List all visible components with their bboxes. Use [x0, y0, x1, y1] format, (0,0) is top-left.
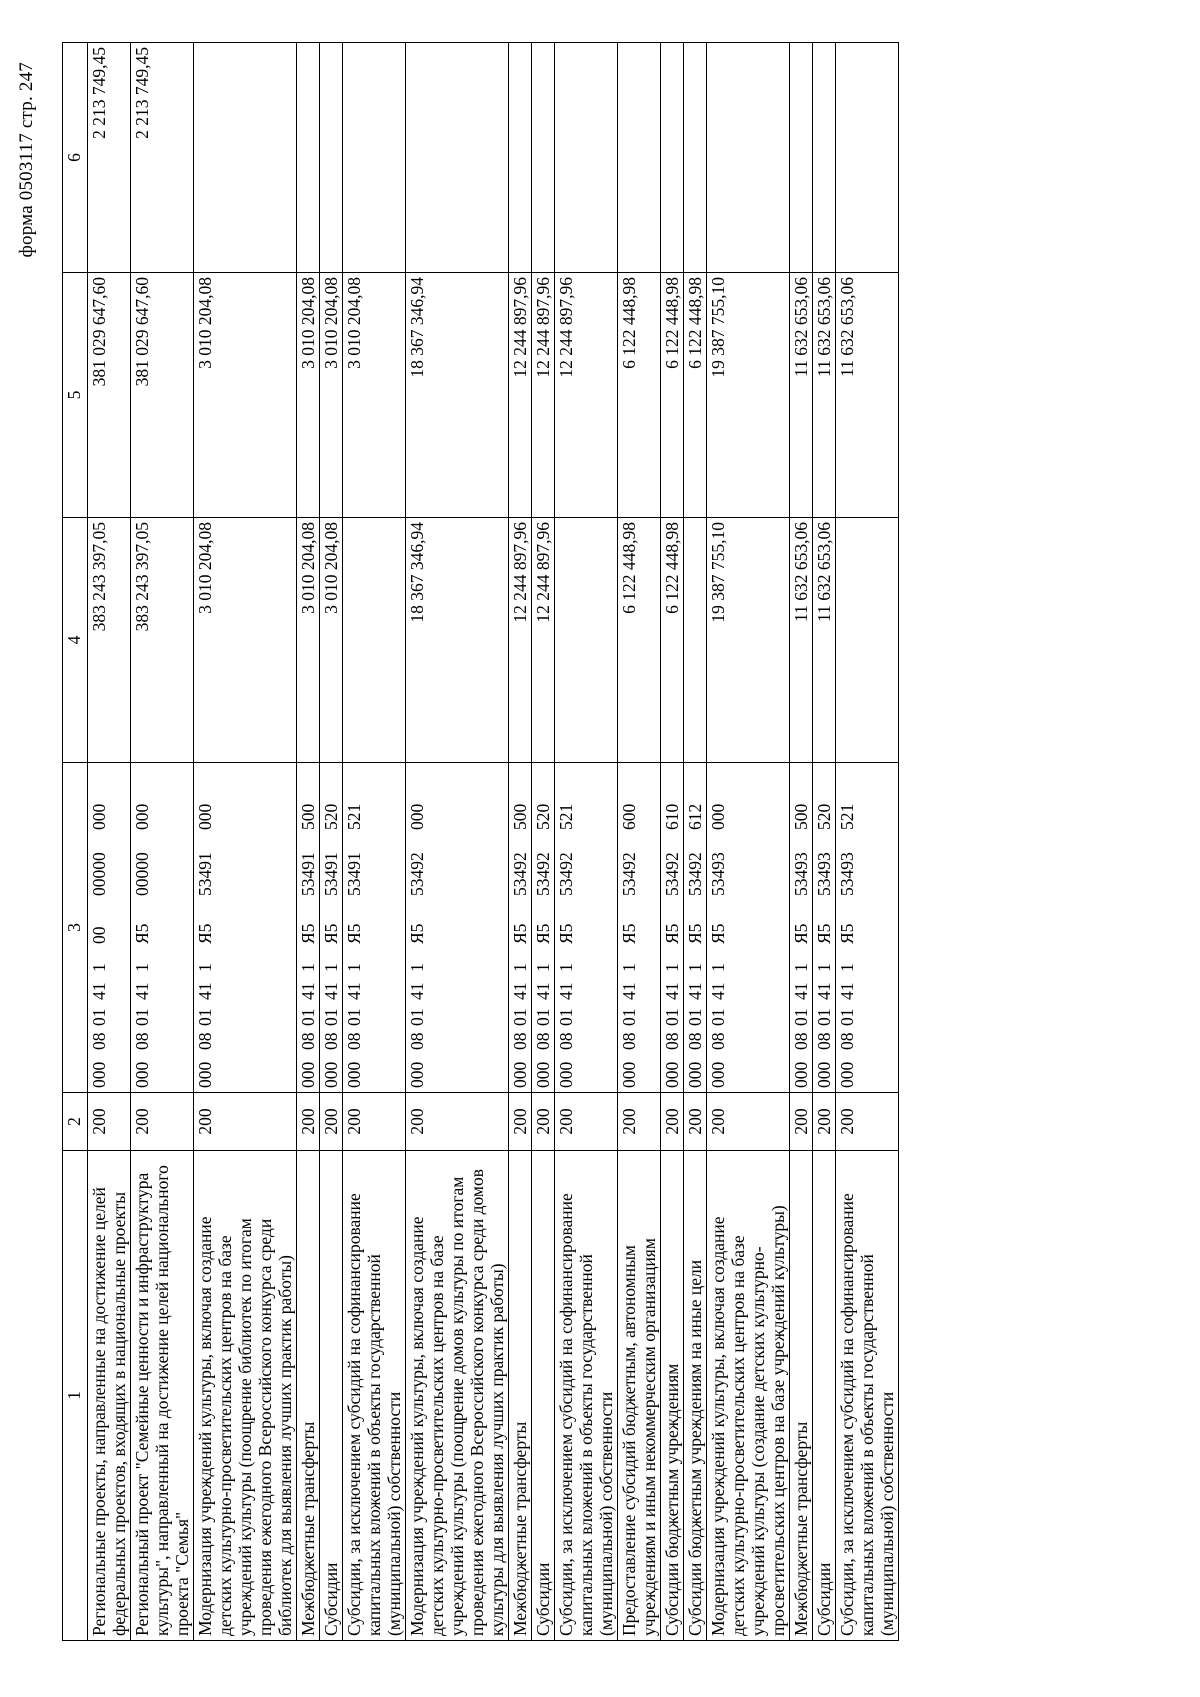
row-unexecuted-amount — [836, 43, 899, 273]
row-executed-amount: 6 122 448,98 — [661, 273, 684, 518]
row-unexecuted-amount — [532, 43, 555, 273]
row-executed-amount: 381 029 647,60 — [131, 273, 194, 518]
table-row — [131, 43, 194, 1641]
code-segment: Я5 — [814, 923, 834, 944]
code-segment: 000 — [814, 1061, 834, 1088]
code-segment: Я5 — [662, 923, 682, 944]
code-segment: Я5 — [132, 923, 152, 944]
code-segment: 53492 — [407, 852, 427, 896]
code-segment: 1 — [298, 963, 318, 972]
code-segment: 08 — [407, 1032, 427, 1050]
code-segment: 41 — [407, 982, 427, 1000]
row-line-code: 200 — [813, 1093, 836, 1151]
row-classification-code — [618, 763, 661, 1093]
row-line-code: 200 — [320, 1093, 343, 1151]
code-segment: Я5 — [533, 923, 553, 944]
code-segment: 53493 — [814, 852, 834, 896]
code-segment: 08 — [556, 1032, 576, 1050]
code-segment: 000 — [708, 803, 728, 830]
code-segment: Я5 — [344, 923, 364, 944]
code-segment: 41 — [533, 982, 553, 1000]
code-segment: 01 — [619, 1008, 639, 1026]
row-classification-code — [509, 763, 532, 1093]
code-segment: 000 — [298, 1061, 318, 1088]
code-segment: 53493 — [708, 852, 728, 896]
code-segment: 01 — [195, 1008, 215, 1026]
row-executed-amount: 12 244 897,96 — [532, 273, 555, 518]
column-number-row — [63, 43, 88, 1641]
row-name: Региональные проекты, направленные на достижение целей федеральных проектов, входящих в национальные проекты — [88, 1151, 131, 1641]
code-segment: 53492 — [685, 852, 705, 896]
table-row — [320, 43, 343, 1641]
code-segment: 53491 — [321, 852, 341, 896]
code-segment: 08 — [195, 1032, 215, 1050]
code-segment: 000 — [685, 1061, 705, 1088]
row-approved-amount: 3 010 204,08 — [320, 518, 343, 763]
row-unexecuted-amount — [509, 43, 532, 273]
code-segment: 00000 — [132, 852, 152, 896]
row-line-code: 200 — [297, 1093, 320, 1151]
code-segment: 53492 — [556, 852, 576, 896]
row-approved-amount: 383 243 397,05 — [88, 518, 131, 763]
code-segment: 000 — [510, 1061, 530, 1088]
code-segment: 520 — [814, 803, 834, 830]
code-segment: 500 — [510, 803, 530, 830]
row-executed-amount: 12 244 897,96 — [555, 273, 618, 518]
code-segment: 08 — [685, 1032, 705, 1050]
row-classification-code — [790, 763, 813, 1093]
row-name: Межбюджетные трансферты — [790, 1151, 813, 1641]
row-approved-amount — [343, 518, 406, 763]
code-segment: 41 — [344, 982, 364, 1000]
code-segment: 08 — [533, 1032, 553, 1050]
table-row — [555, 43, 618, 1641]
code-segment: 41 — [510, 982, 530, 1000]
row-unexecuted-amount — [661, 43, 684, 273]
column-number: 2 — [63, 1093, 88, 1151]
row-name: Региональный проект "Семейные ценности и инфраструктура культуры", направленный на достижение целей национального проекта "Семья" — [131, 1151, 194, 1641]
row-unexecuted-amount — [618, 43, 661, 273]
code-segment: Я5 — [708, 923, 728, 944]
code-segment: 1 — [791, 963, 811, 972]
code-segment: 01 — [89, 1008, 109, 1026]
row-classification-code — [406, 763, 509, 1093]
row-approved-amount: 6 122 448,98 — [618, 518, 661, 763]
row-name: Субсидии бюджетным учреждениям на иные цели — [684, 1151, 707, 1641]
code-segment: 1 — [195, 963, 215, 972]
code-segment: 000 — [89, 1061, 109, 1088]
code-segment: 1 — [344, 963, 364, 972]
code-segment: 000 — [407, 803, 427, 830]
code-segment: 01 — [685, 1008, 705, 1026]
code-segment: Я5 — [837, 923, 857, 944]
code-segment: 01 — [814, 1008, 834, 1026]
row-unexecuted-amount — [297, 43, 320, 273]
table-row — [790, 43, 813, 1641]
row-unexecuted-amount — [406, 43, 509, 273]
code-segment: 1 — [556, 963, 576, 972]
code-segment: 53493 — [837, 852, 857, 896]
code-segment: 01 — [132, 1008, 152, 1026]
code-segment: Я5 — [685, 923, 705, 944]
code-segment: 1 — [407, 963, 427, 972]
row-executed-amount: 6 122 448,98 — [618, 273, 661, 518]
row-line-code: 200 — [790, 1093, 813, 1151]
row-unexecuted-amount — [194, 43, 297, 273]
code-segment: 521 — [556, 803, 576, 830]
code-segment: Я5 — [321, 923, 341, 944]
row-unexecuted-amount: 2 213 749,45 — [131, 43, 194, 273]
column-number: 3 — [63, 763, 88, 1093]
code-segment: 01 — [837, 1008, 857, 1026]
row-executed-amount: 3 010 204,08 — [194, 273, 297, 518]
code-segment: 000 — [533, 1061, 553, 1088]
row-executed-amount: 11 632 653,06 — [790, 273, 813, 518]
row-unexecuted-amount — [790, 43, 813, 273]
code-segment: 1 — [89, 963, 109, 972]
row-line-code: 200 — [88, 1093, 131, 1151]
code-segment: 000 — [195, 803, 215, 830]
row-classification-code — [343, 763, 406, 1093]
row-approved-amount — [836, 518, 899, 763]
row-executed-amount: 6 122 448,98 — [684, 273, 707, 518]
row-name: Субсидии, за исключением субсидий на софинансирование капитальных вложений в объекты государственной (муниципальной) собственности — [343, 1151, 406, 1641]
row-approved-amount: 6 122 448,98 — [661, 518, 684, 763]
table-row — [836, 43, 899, 1641]
code-segment: 000 — [619, 1061, 639, 1088]
code-segment: 000 — [132, 1061, 152, 1088]
code-segment: 08 — [321, 1032, 341, 1050]
code-segment: 1 — [685, 963, 705, 972]
code-segment: 612 — [685, 803, 705, 830]
column-number: 1 — [63, 1151, 88, 1641]
code-segment: 000 — [662, 1061, 682, 1088]
row-classification-code — [194, 763, 297, 1093]
column-number: 6 — [63, 43, 88, 273]
code-segment: 41 — [708, 982, 728, 1000]
code-segment: Я5 — [195, 923, 215, 944]
table-row — [406, 43, 509, 1641]
row-name: Субсидии бюджетным учреждениям — [661, 1151, 684, 1641]
row-approved-amount: 12 244 897,96 — [509, 518, 532, 763]
row-approved-amount: 3 010 204,08 — [297, 518, 320, 763]
row-name: Субсидии — [532, 1151, 555, 1641]
code-segment: 53492 — [619, 852, 639, 896]
code-segment: 08 — [814, 1032, 834, 1050]
code-segment: Я5 — [556, 923, 576, 944]
code-segment: 08 — [662, 1032, 682, 1050]
code-segment: 41 — [685, 982, 705, 1000]
row-name: Модернизация учреждений культуры, включая создание детских культурно-просветительских центров на базе учреждений культуры (поощрение домов культуры по итогам проведения ежегодного Всероссийского конкурса среди домов культуры для выявления лучших практик работы) — [406, 1151, 509, 1641]
row-name: Модернизация учреждений культуры, включая создание детских культурно-просветительских центров на базе учреждений культуры (создание детских культурно-просветительских центров на базе учреждений культуры) — [707, 1151, 790, 1641]
code-segment: 000 — [708, 1061, 728, 1088]
table-row — [661, 43, 684, 1641]
table-row — [194, 43, 297, 1641]
row-classification-code — [555, 763, 618, 1093]
row-classification-code — [532, 763, 555, 1093]
code-segment: 41 — [791, 982, 811, 1000]
code-segment: 521 — [344, 803, 364, 830]
code-segment: 500 — [298, 803, 318, 830]
row-name: Предоставление субсидий бюджетным, автономным учреждениям и иным некоммерческим организациям — [618, 1151, 661, 1641]
code-segment: 01 — [298, 1008, 318, 1026]
code-segment: 00 — [89, 926, 109, 944]
code-segment: 1 — [837, 963, 857, 972]
row-line-code: 200 — [343, 1093, 406, 1151]
row-approved-amount — [684, 518, 707, 763]
code-segment: Я5 — [791, 923, 811, 944]
code-segment: 01 — [556, 1008, 576, 1026]
row-name: Межбюджетные трансферты — [297, 1151, 320, 1641]
row-line-code: 200 — [194, 1093, 297, 1151]
row-name: Субсидии, за исключением субсидий на софинансирование капитальных вложений в объекты государственной (муниципальной) собственности — [555, 1151, 618, 1641]
row-classification-code — [88, 763, 131, 1093]
code-segment: 41 — [321, 982, 341, 1000]
table-row — [813, 43, 836, 1641]
row-unexecuted-amount — [555, 43, 618, 273]
code-segment: Я5 — [510, 923, 530, 944]
code-segment: 610 — [662, 803, 682, 830]
code-segment: 000 — [89, 803, 109, 830]
code-segment: 08 — [510, 1032, 530, 1050]
row-executed-amount: 19 387 755,10 — [707, 273, 790, 518]
row-executed-amount: 381 029 647,60 — [88, 273, 131, 518]
row-unexecuted-amount — [707, 43, 790, 273]
row-line-code: 200 — [684, 1093, 707, 1151]
row-classification-code — [320, 763, 343, 1093]
code-segment: 1 — [708, 963, 728, 972]
row-executed-amount: 11 632 653,06 — [813, 273, 836, 518]
code-segment: 41 — [132, 982, 152, 1000]
row-unexecuted-amount: 2 213 749,45 — [88, 43, 131, 273]
code-segment: 08 — [791, 1032, 811, 1050]
code-segment: 520 — [533, 803, 553, 830]
code-segment: 01 — [407, 1008, 427, 1026]
row-name: Субсидии — [320, 1151, 343, 1641]
code-segment: 01 — [708, 1008, 728, 1026]
code-segment: 01 — [533, 1008, 553, 1026]
row-name: Субсидии — [813, 1151, 836, 1641]
row-classification-code — [836, 763, 899, 1093]
code-segment: Я5 — [619, 923, 639, 944]
code-segment: 41 — [89, 982, 109, 1000]
row-classification-code — [297, 763, 320, 1093]
code-segment: 41 — [814, 982, 834, 1000]
row-unexecuted-amount — [320, 43, 343, 273]
code-segment: 1 — [510, 963, 530, 972]
code-segment: 08 — [344, 1032, 364, 1050]
row-line-code: 200 — [131, 1093, 194, 1151]
code-segment: 08 — [619, 1032, 639, 1050]
code-segment: Я5 — [407, 923, 427, 944]
row-approved-amount: 383 243 397,05 — [131, 518, 194, 763]
code-segment: 08 — [298, 1032, 318, 1050]
table-row — [343, 43, 406, 1641]
code-segment: 01 — [321, 1008, 341, 1026]
code-segment: 1 — [814, 963, 834, 972]
column-number: 4 — [63, 518, 88, 763]
code-segment: 41 — [195, 982, 215, 1000]
code-segment: 41 — [662, 982, 682, 1000]
row-approved-amount: 11 632 653,06 — [790, 518, 813, 763]
code-segment: 41 — [837, 982, 857, 1000]
row-line-code: 200 — [618, 1093, 661, 1151]
row-classification-code — [661, 763, 684, 1093]
code-segment: 41 — [298, 982, 318, 1000]
table-row — [88, 43, 131, 1641]
row-line-code: 200 — [406, 1093, 509, 1151]
code-segment: 01 — [662, 1008, 682, 1026]
row-line-code: 200 — [836, 1093, 899, 1151]
code-segment: 000 — [344, 1061, 364, 1088]
table-row — [684, 43, 707, 1641]
budget-execution-table — [62, 42, 899, 1641]
row-line-code: 200 — [532, 1093, 555, 1151]
row-approved-amount: 19 387 755,10 — [707, 518, 790, 763]
table-row — [509, 43, 532, 1641]
code-segment: 08 — [708, 1032, 728, 1050]
row-unexecuted-amount — [343, 43, 406, 273]
row-approved-amount: 12 244 897,96 — [532, 518, 555, 763]
table-row — [297, 43, 320, 1641]
row-executed-amount: 12 244 897,96 — [509, 273, 532, 518]
row-classification-code — [813, 763, 836, 1093]
code-segment: Я5 — [298, 923, 318, 944]
code-segment: 000 — [556, 1061, 576, 1088]
table-row — [707, 43, 790, 1641]
row-executed-amount: 3 010 204,08 — [297, 273, 320, 518]
row-executed-amount: 18 367 346,94 — [406, 273, 509, 518]
code-segment: 08 — [89, 1032, 109, 1050]
code-segment: 000 — [791, 1061, 811, 1088]
form-reference: форма 0503117 стр. 247 — [16, 62, 37, 258]
code-segment: 600 — [619, 803, 639, 830]
code-segment: 41 — [619, 982, 639, 1000]
row-executed-amount: 3 010 204,08 — [343, 273, 406, 518]
code-segment: 53492 — [662, 852, 682, 896]
code-segment: 1 — [533, 963, 553, 972]
row-approved-amount: 11 632 653,06 — [813, 518, 836, 763]
row-classification-code — [684, 763, 707, 1093]
column-number: 5 — [63, 273, 88, 518]
code-segment: 000 — [195, 1061, 215, 1088]
row-approved-amount: 3 010 204,08 — [194, 518, 297, 763]
code-segment: 520 — [321, 803, 341, 830]
row-line-code: 200 — [555, 1093, 618, 1151]
code-segment: 1 — [321, 963, 341, 972]
row-line-code: 200 — [707, 1093, 790, 1151]
code-segment: 500 — [791, 803, 811, 830]
table-row — [618, 43, 661, 1641]
code-segment: 000 — [321, 1061, 341, 1088]
code-segment: 1 — [619, 963, 639, 972]
code-segment: 01 — [791, 1008, 811, 1026]
row-classification-code — [707, 763, 790, 1093]
row-name: Субсидии, за исключением субсидий на софинансирование капитальных вложений в объекты государственной (муниципальной) собственности — [836, 1151, 899, 1641]
row-executed-amount: 3 010 204,08 — [320, 273, 343, 518]
code-segment: 53491 — [344, 852, 364, 896]
table-body — [88, 43, 899, 1641]
code-segment: 521 — [837, 803, 857, 830]
row-line-code: 200 — [509, 1093, 532, 1151]
code-segment: 53492 — [510, 852, 530, 896]
code-segment: 08 — [132, 1032, 152, 1050]
code-segment: 01 — [344, 1008, 364, 1026]
code-segment: 08 — [837, 1032, 857, 1050]
code-segment: 41 — [556, 982, 576, 1000]
code-segment: 01 — [510, 1008, 530, 1026]
row-name: Модернизация учреждений культуры, включая создание детских культурно-просветительских центров на базе учреждений культуры (поощрение библиотек по итогам проведения ежегодного Всероссийского конкурса среди библиотек для выявления лучших практик работы) — [194, 1151, 297, 1641]
row-name: Межбюджетные трансферты — [509, 1151, 532, 1641]
row-approved-amount: 18 367 346,94 — [406, 518, 509, 763]
code-segment: 000 — [407, 1061, 427, 1088]
table-row — [532, 43, 555, 1641]
code-segment: 53491 — [195, 852, 215, 896]
row-classification-code — [131, 763, 194, 1093]
code-segment: 1 — [662, 963, 682, 972]
code-segment: 53493 — [791, 852, 811, 896]
row-approved-amount — [555, 518, 618, 763]
code-segment: 000 — [837, 1061, 857, 1088]
row-unexecuted-amount — [684, 43, 707, 273]
code-segment: 00000 — [89, 852, 109, 896]
code-segment: 1 — [132, 963, 152, 972]
code-segment: 53492 — [533, 852, 553, 896]
row-line-code: 200 — [661, 1093, 684, 1151]
code-segment: 53491 — [298, 852, 318, 896]
row-executed-amount: 11 632 653,06 — [836, 273, 899, 518]
row-unexecuted-amount — [813, 43, 836, 273]
code-segment: 000 — [132, 803, 152, 830]
